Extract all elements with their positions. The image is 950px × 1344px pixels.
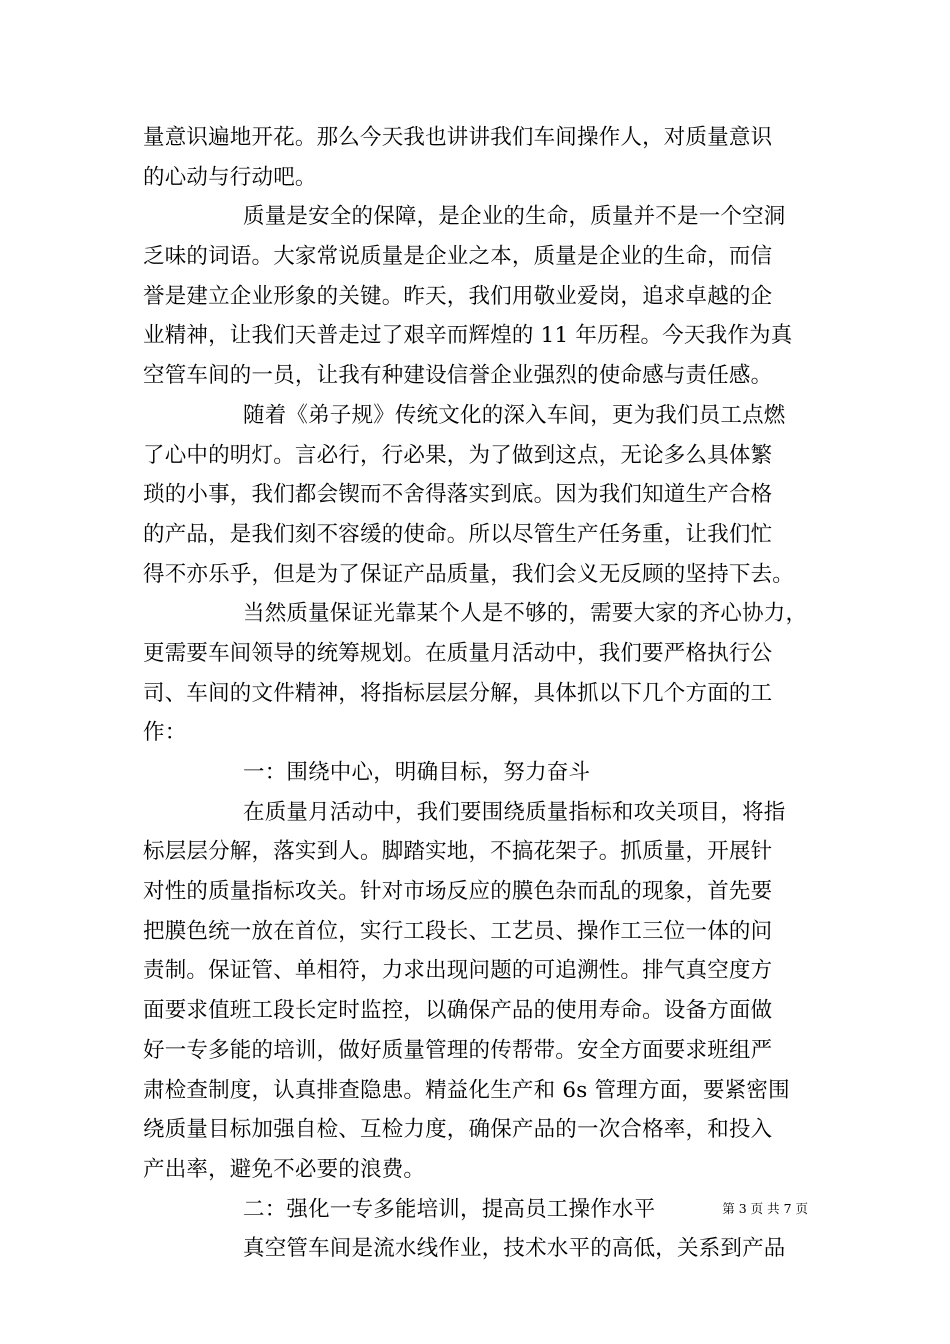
text-line: 把膜色统一放在首位，实行工段长、工艺员、操作工三位一体的问 [143,918,773,944]
text-line: 的心动与行动吧。 [143,164,317,190]
text-line: 业精神，让我们天普走过了艰辛而辉煌的 11 年历程。今天我作为真 [143,323,793,349]
text-line: 责制。保证管、单相符，力求出现问题的可追溯性。排气真空度方 [143,958,773,984]
paragraph-start: 真空管车间是流水线作业，技术水平的高低，关系到产品 [243,1236,786,1262]
text-line: 量意识遍地开花。那么今天我也讲讲我们车间操作人，对质量意识 [143,125,773,150]
page-footer-number: 第 3 页 共 7 页 [722,1201,808,1216]
text-line: 琐的小事，我们都会锲而不舍得落实到底。因为我们知道生产合格 [143,482,773,508]
paragraph-start: 质量是安全的保障，是企业的生命，质量并不是一个空洞 [243,204,786,230]
text-line: 誉是建立企业形象的关键。昨天，我们用敬业爱岗，追求卓越的企 [143,283,773,309]
text-line: 了心中的明灯。言必行，行必果，为了做到这点，无论多么具体繁 [143,442,773,468]
text-line: 面要求值班工段长定时监控，以确保产品的使用寿命。设备方面做 [143,998,773,1024]
paragraph-start: 当然质量保证光靠某个人是不够的，需要大家的齐心协力， [243,601,808,627]
text-line: 作： [143,720,187,746]
section-heading-1: 一：围绕中心，明确目标，努力奋斗 [243,760,591,785]
paragraph-start: 随着《弟子规》传统文化的深入车间，更为我们员工点燃 [243,402,786,428]
text-line: 的产品，是我们刻不容缓的使命。所以尽管生产任务重，让我们忙 [143,521,773,547]
text-line: 更需要车间领导的统筹规划。在质量月活动中，我们要严格执行公 [143,640,773,666]
text-line: 好一专多能的培训，做好质量管理的传帮带。安全方面要求班组严 [143,1037,773,1063]
text-line: 绕质量目标加强自检、互检力度，确保产品的一次合格率，和投入 [143,1117,773,1143]
text-line: 对性的质量指标攻关。针对市场反应的膜色杂而乱的现象，首先要 [143,879,773,905]
text-line: 司、车间的文件精神，将指标层层分解，具体抓以下几个方面的工 [143,680,773,706]
text-line: 标层层分解，落实到人。脚踏实地，不搞花架子。抓质量，开展针 [143,839,773,865]
text-line: 肃检查制度，认真排查隐患。精益化生产和 6s 管理方面，要紧密围 [143,1077,790,1103]
body-text [143,118,808,1269]
paragraph-start: 在质量月活动中，我们要围绕质量指标和攻关项目，将指 [243,799,786,825]
section-heading-2: 二：强化一专多能培训，提高员工操作水平 [243,1196,656,1222]
text-line: 得不亦乐乎，但是为了保证产品质量，我们会义无反顾的坚持下去。 [143,561,795,587]
text-line: 空管车间的一员，让我有种建设信誉企业强烈的使命感与责任感。 [143,363,773,389]
text-line: 产出率，避免不必要的浪费。 [143,1156,426,1182]
text-line: 乏味的词语。大家常说质量是企业之本，质量是企业的生命，而信 [143,244,773,270]
